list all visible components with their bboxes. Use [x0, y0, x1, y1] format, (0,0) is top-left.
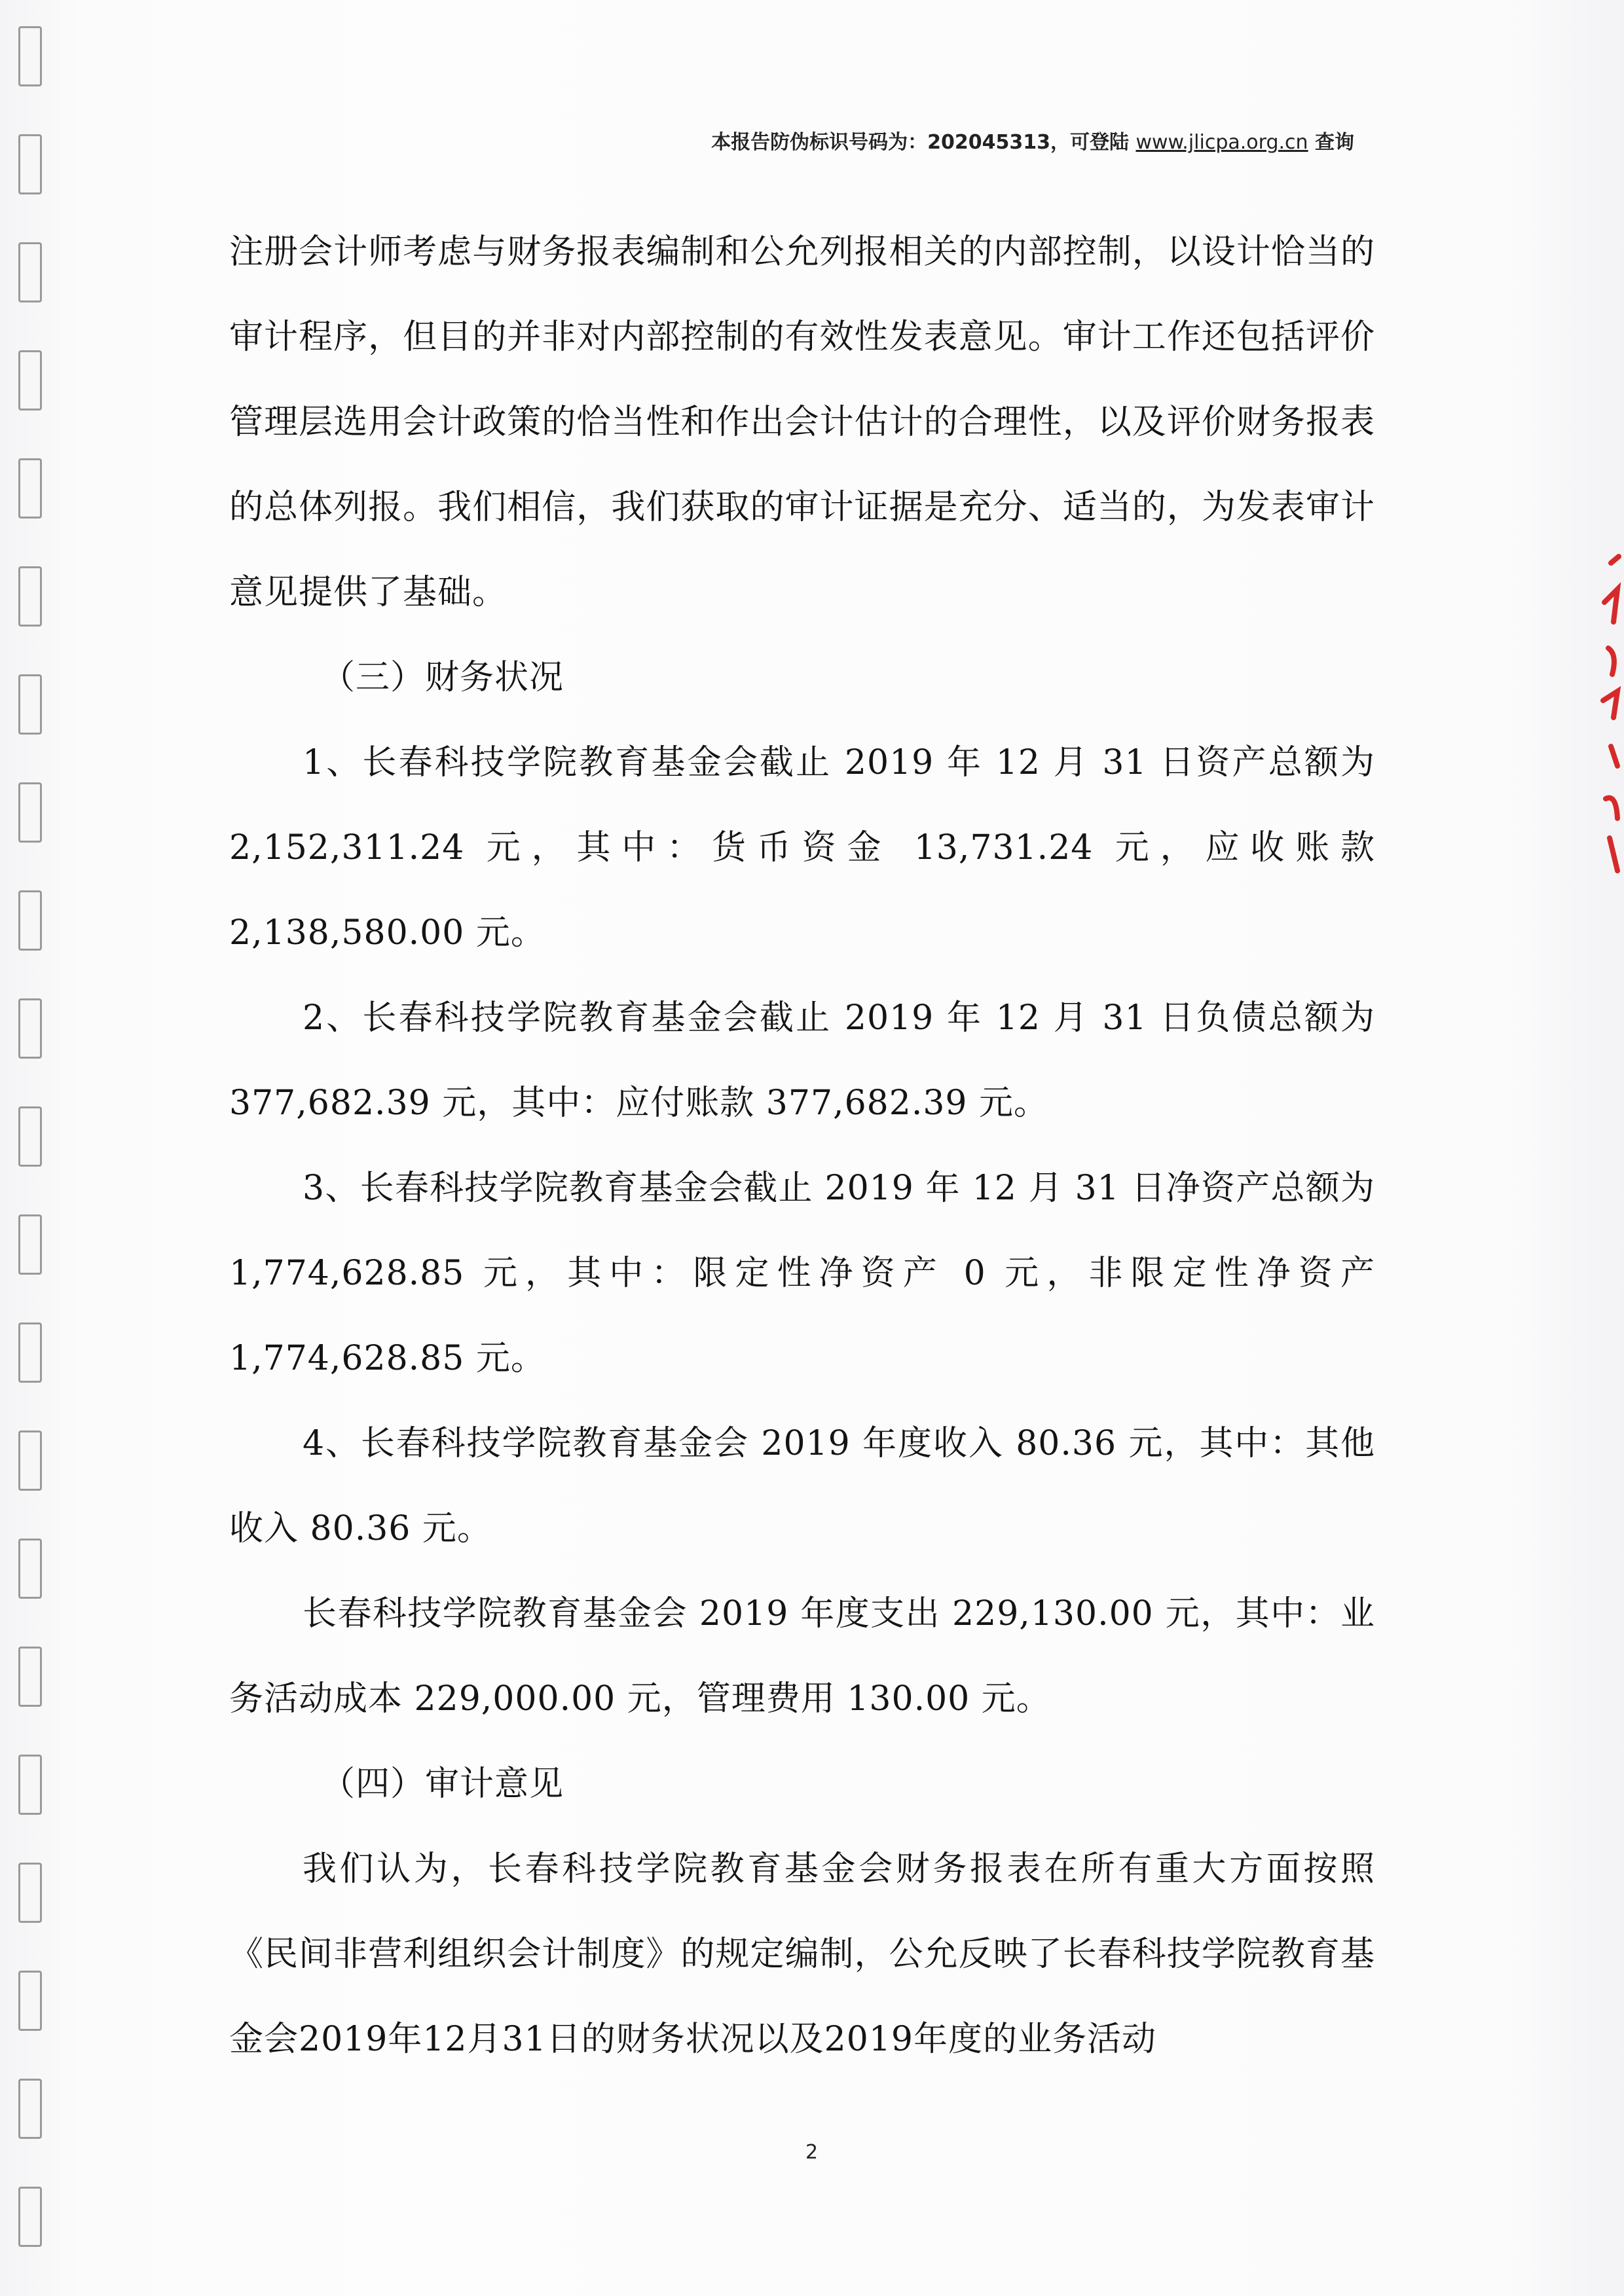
- binding-hole: [18, 1647, 42, 1707]
- verification-link[interactable]: www.jlicpa.org.cn: [1135, 131, 1308, 154]
- binding-hole: [18, 2187, 42, 2247]
- page-number: 2: [805, 2141, 819, 2164]
- financial-item-assets: 1、长春科技学院教育基金会截止 2019 年 12 月 31 日资产总额为 2,152,311.24 元，其中：货币资金 13,731.24 元，应收账款 2,138,580.00 元。: [229, 743, 1375, 953]
- binding-hole: [18, 1214, 42, 1275]
- binding-hole: [18, 1430, 42, 1491]
- binding-hole: [18, 1106, 42, 1167]
- binding-hole: [18, 566, 42, 627]
- binding-hole: [18, 1755, 42, 1815]
- binding-hole: [18, 1322, 42, 1383]
- anti-counterfeit-header: [711, 126, 1354, 155]
- financial-item-income: 4、长春科技学院教育基金会 2019 年度收入 80.36 元，其中：其他收入 80.36 元。: [229, 1424, 1375, 1548]
- binding-hole: [18, 1539, 42, 1599]
- header-prefix: 本报告防伪标识号码为：202045313，可登陆: [711, 131, 1136, 154]
- binding-hole: [18, 458, 42, 519]
- section-heading-financial-status: （三）财务状况: [321, 658, 564, 697]
- seal-stamp-fragment: [1585, 550, 1624, 890]
- binding-holes: [18, 0, 47, 2296]
- binding-hole: [18, 890, 42, 951]
- binding-hole: [18, 134, 42, 194]
- binding-hole: [18, 26, 42, 86]
- binding-hole: [18, 242, 42, 302]
- section-heading-audit-opinion: （四）审计意见: [321, 1764, 564, 1804]
- header-suffix: 查询: [1308, 131, 1354, 154]
- report-body: [229, 210, 1375, 2082]
- binding-hole: [18, 674, 42, 735]
- audit-opinion-paragraph: 我们认为，长春科技学院教育基金会财务报表在所有重大方面按照《民间非营利组织会计制度》的规定编制，公允反映了长春科技学院教育基金会2019年12月31日的财务状况以及2019年度的业务活动: [229, 1850, 1375, 2059]
- binding-hole: [18, 998, 42, 1059]
- binding-hole: [18, 1971, 42, 2031]
- financial-item-liabilities: 2、长春科技学院教育基金会截止 2019 年 12 月 31 日负债总额为 377,682.39 元，其中：应付账款 377,682.39 元。: [229, 998, 1375, 1123]
- binding-hole: [18, 2079, 42, 2139]
- continuation-paragraph: 注册会计师考虑与财务报表编制和公允列报相关的内部控制，以设计恰当的审计程序，但目的并非对内部控制的有效性发表意见。审计工作还包括评价管理层选用会计政策的恰当性和作出会计估计的合理性，以及评价财务报表的总体列报。我们相信，我们获取的审计证据是充分、适当的，为发表审计意见提供了基础。: [229, 232, 1375, 612]
- binding-hole: [18, 350, 42, 410]
- expense-paragraph: 长春科技学院教育基金会 2019 年度支出 229,130.00 元，其中：业务活动成本 229,000.00 元，管理费用 130.00 元。: [229, 1594, 1375, 1719]
- financial-item-net-assets: 3、长春科技学院教育基金会截止 2019 年 12 月 31 日净资产总额为 1,774,628.85 元，其中：限定性净资产 0 元，非限定性净资产 1,774,628.85 元。: [229, 1169, 1375, 1378]
- binding-hole: [18, 1863, 42, 1923]
- binding-hole: [18, 782, 42, 843]
